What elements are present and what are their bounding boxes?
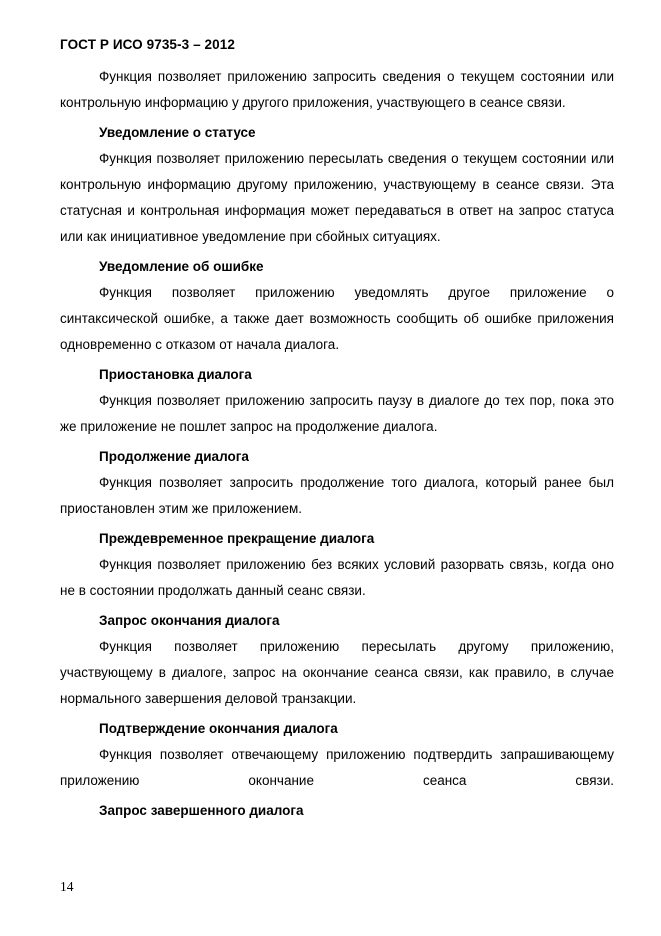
section-paragraph-dialogue-end-request: Функция позволяет приложению пересылать другому приложению, участвующему в диалоге, запрос на окончание сеанса связи, как правило, в случае нормального завершения деловой транзакции.	[60, 639, 614, 706]
section-heading-dialogue-end-request: Запрос окончания диалога	[99, 613, 280, 628]
section-heading-dialogue-resume: Продолжение диалога	[99, 449, 249, 464]
section-heading-error-notification: Уведомление об ошибке	[99, 259, 264, 274]
section-paragraph-status-notification: Функция позволяет приложению пересылать сведения о текущем состоянии или контрольную информацию другому приложению, участвующему в сеансе связи. Эта статусная и контрольная информация может передаваться в ответ на запрос статуса или как инициативное уведомление при сбойных ситуациях.	[60, 151, 614, 244]
section-paragraph-error-notification: Функция позволяет приложению уведомлять другое приложение о синтаксической ошибке, а также дает возможность сообщить об ошибке приложения одновременно с отказом от начала диалога.	[60, 285, 614, 352]
section-heading-dialogue-abort: Преждевременное прекращение диалога	[99, 531, 375, 546]
section-heading-dialogue-end-confirm: Подтверждение окончания диалога	[99, 721, 338, 736]
section-paragraph-dialogue-end-confirm: Функция позволяет отвечающему приложению подтвердить запрашивающему приложению окончание сеанса связи.	[60, 747, 614, 788]
section-paragraph-dialogue-suspend: Функция позволяет приложению запросить паузу в диалоге до тех пор, пока это же приложение не пошлет запрос на продолжение диалога.	[60, 393, 614, 434]
intro-paragraph: Функция позволяет приложению запросить сведения о текущем состоянии или контрольную информацию у другого приложения, участвующего в сеансе связи.	[60, 69, 614, 110]
section-paragraph-dialogue-resume: Функция позволяет запросить продолжение того диалога, который ранее был приостановлен этим же приложением.	[60, 475, 614, 516]
document-body	[60, 64, 614, 824]
page-number: 14	[60, 879, 74, 894]
section-heading-status-notification: Уведомление о статусе	[99, 125, 256, 140]
section-heading-completed-dialogue-request: Запрос завершенного диалога	[99, 803, 304, 818]
document-standard-header: ГОСТ Р ИСО 9735-3 – 2012	[60, 37, 235, 52]
section-heading-dialogue-suspend: Приостановка диалога	[99, 367, 252, 382]
section-paragraph-dialogue-abort: Функция позволяет приложению без всяких условий разорвать связь, когда оно не в состоянии продолжать данный сеанс связи.	[60, 557, 614, 598]
